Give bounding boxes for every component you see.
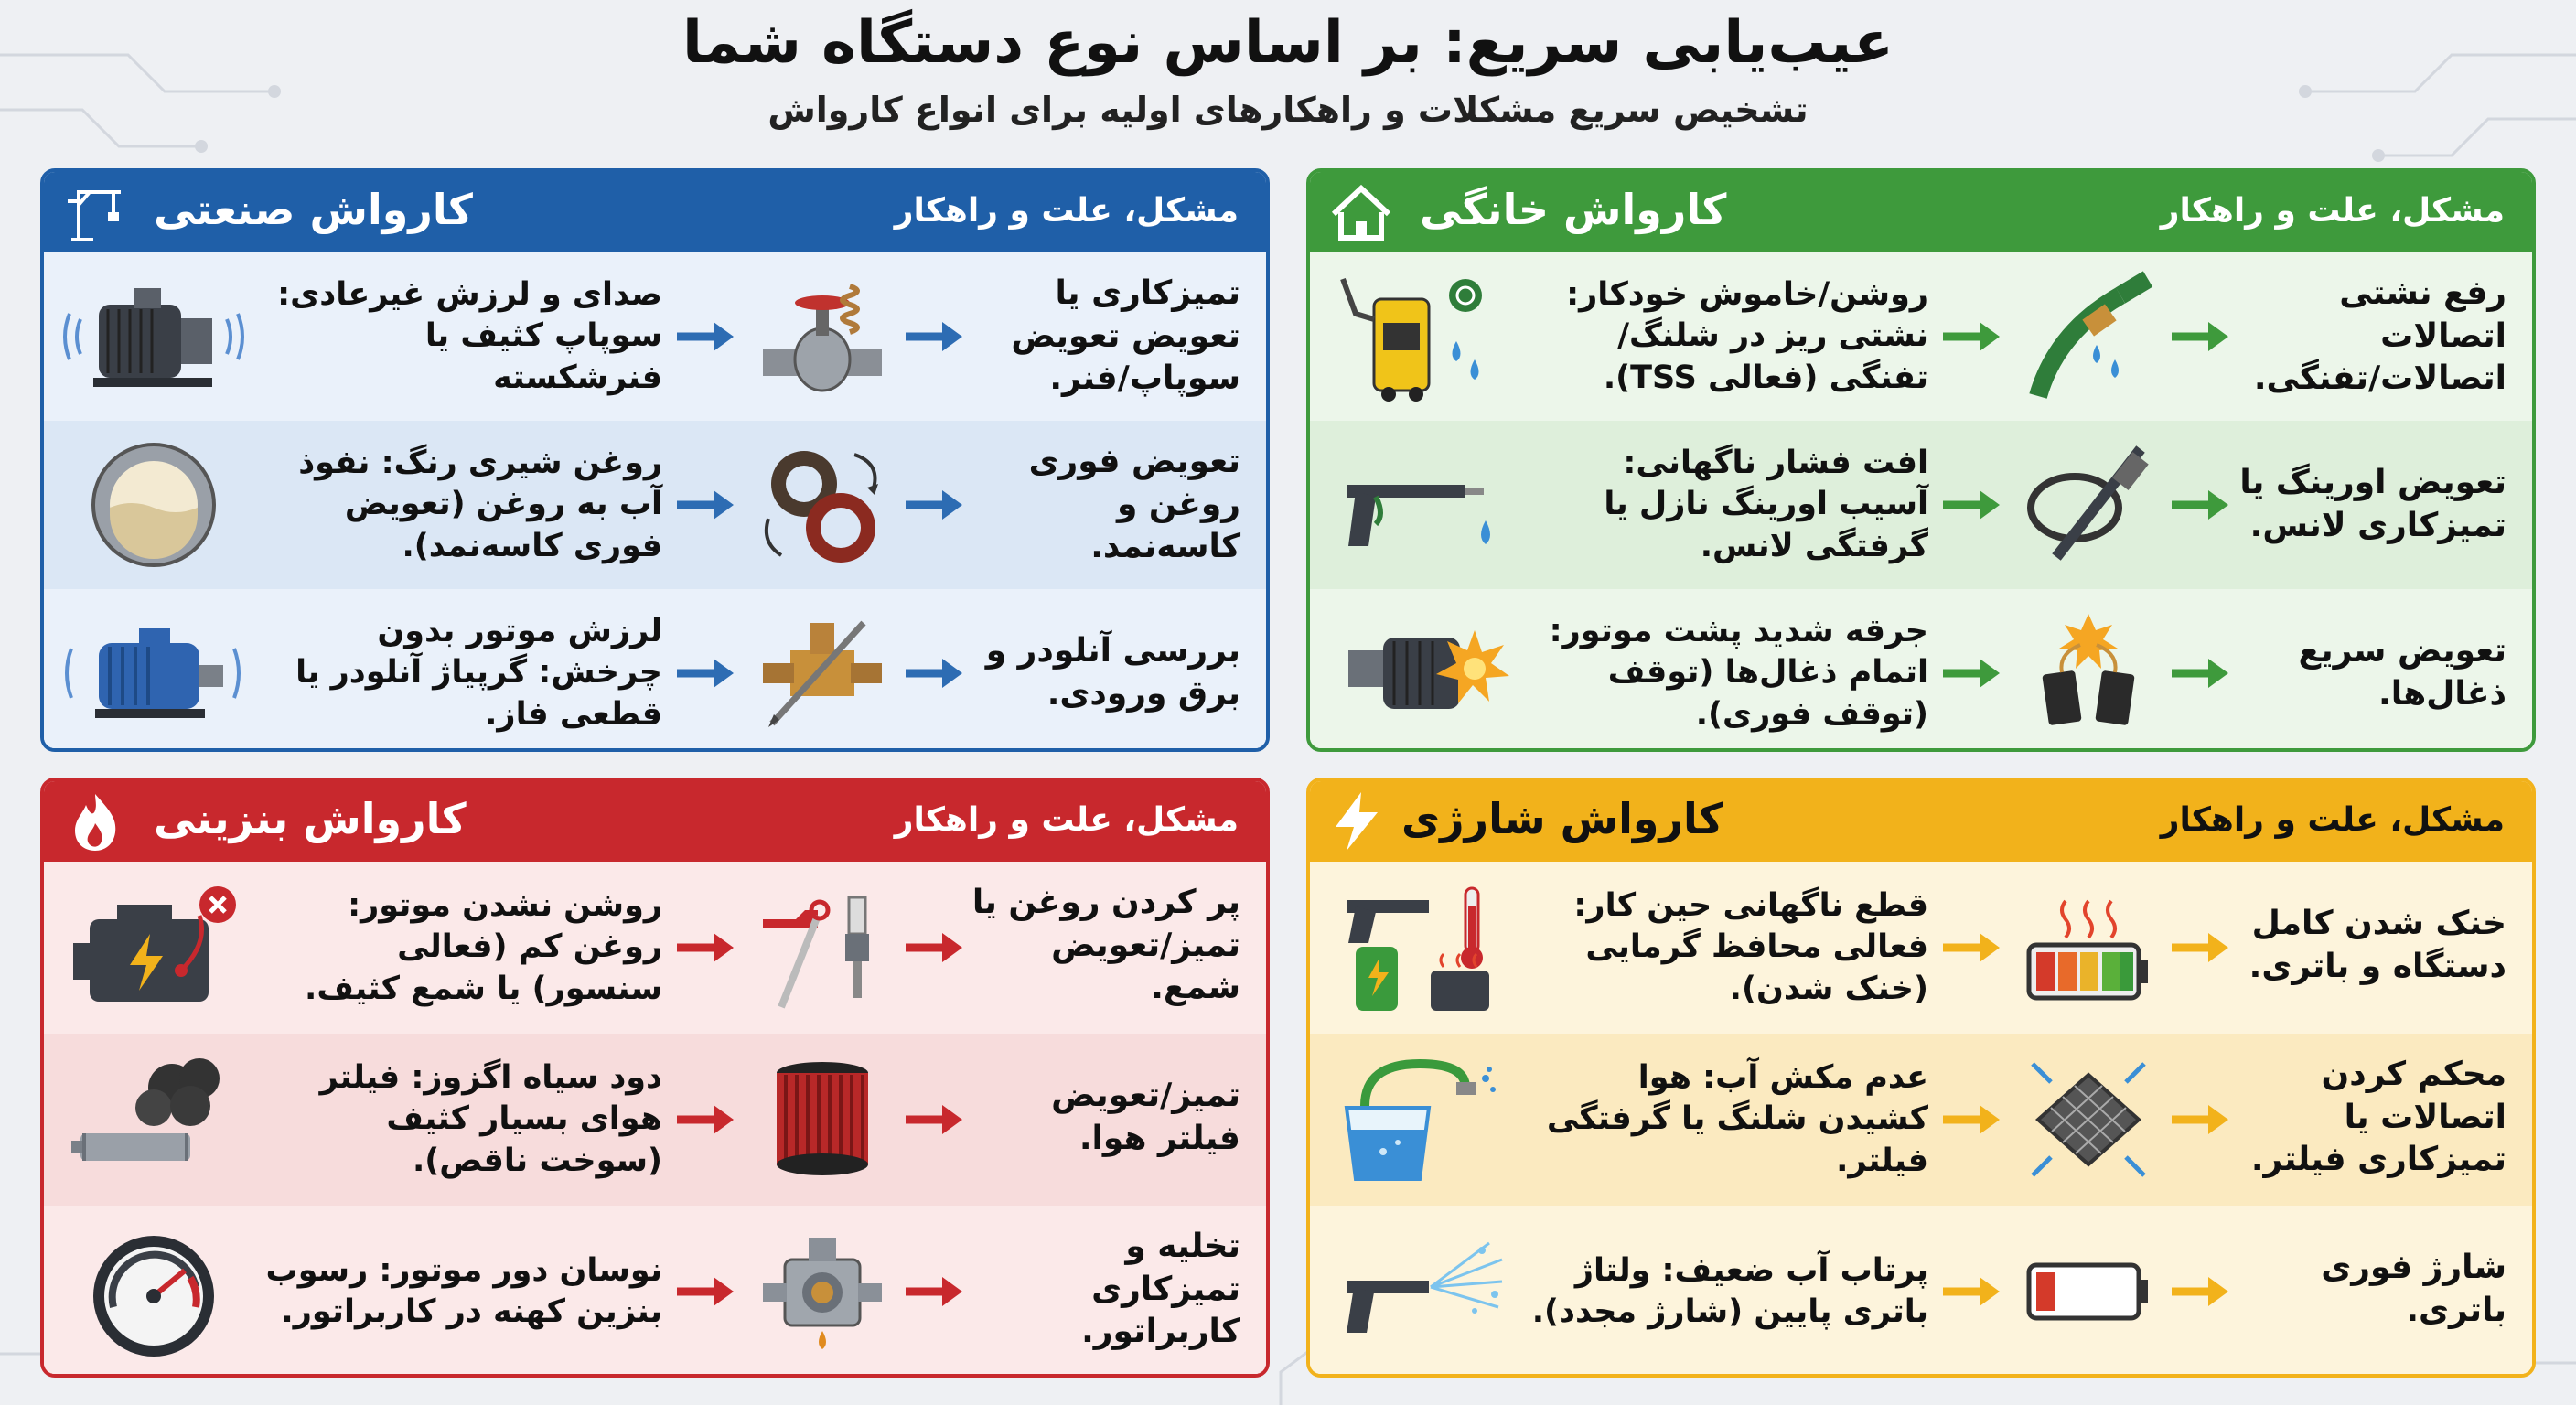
problem-text: عدم مکش آب: هوا کشیدن شلنگ یا گرفتگی فیلتر. [1546, 1058, 1928, 1179]
problem-text: روغن شیری رنگ: نفوذ آب به روغن (تعویض فوری کاسه‌نمد). [298, 444, 662, 564]
air-filter-icon [754, 1051, 891, 1188]
arrow-icon [902, 318, 966, 355]
arrow-icon [673, 487, 737, 523]
carbon-brushes-icon [2020, 605, 2157, 742]
arrow-icon [2168, 1101, 2232, 1138]
panel-petrol [40, 778, 1270, 1378]
arrow-icon [2168, 929, 2232, 966]
exhaust-smoke-icon [62, 1051, 245, 1188]
solution-text: تخلیه و تمیزکاری کاربراتور. [1081, 1227, 1240, 1351]
list-item [44, 589, 1266, 752]
arrow-icon [1939, 1101, 2003, 1138]
arrow-icon [1939, 487, 2003, 523]
list-item [1310, 862, 2532, 1034]
home-washer-icon [1328, 268, 1511, 405]
weak-spray-gun-icon [1328, 1223, 1511, 1360]
arrow-icon [1939, 1273, 2003, 1310]
electric-motor-icon [62, 605, 245, 742]
panel-petrol-title: کارواش بنزینی [154, 794, 467, 843]
low-battery-icon [2020, 1223, 2157, 1360]
mesh-filter-icon [2020, 1051, 2157, 1188]
arrow-icon [902, 655, 966, 692]
panel-petrol-header [44, 781, 1266, 862]
list-item [1310, 1034, 2532, 1206]
pump-motor-icon [62, 268, 245, 405]
problem-text: روشن/خاموش خودکار: نشتی ریز در شلنگ/تفنگی (فعالی TSS). [1566, 275, 1928, 396]
problem-text: جرقه شدید پشت موتور: اتمام ذغال‌ها (توقف (توقف فوری). [1549, 612, 1928, 733]
arrow-icon [673, 1273, 737, 1310]
arrow-icon [1939, 318, 2003, 355]
arrow-icon [902, 1101, 966, 1138]
sparking-motor-icon [1328, 605, 1511, 742]
page-title: عیب‌یابی سریع: بر اساس نوع دستگاه شما [682, 9, 1894, 77]
unloader-valve-icon [754, 605, 891, 742]
panel-industrial-title: کارواش صنعتی [154, 185, 473, 234]
problem-text: لرزش موتور بدون چرخش: گرپیاژ آنلودر یا قطعی فاز. [295, 612, 662, 733]
page-header [0, 0, 2576, 165]
engine-warning-icon [62, 879, 245, 1016]
crane-icon [62, 181, 128, 243]
water-bucket-hose-icon [1328, 1051, 1511, 1188]
panel-home-title: کارواش خانگی [1420, 185, 1727, 234]
arrow-icon [902, 487, 966, 523]
list-item [44, 1034, 1266, 1206]
solution-text: تعویض اورینگ یا تمیزکاری لانس. [2239, 464, 2506, 544]
arrow-icon [1939, 929, 2003, 966]
arrow-icon [673, 655, 737, 692]
arrow-icon [673, 318, 737, 355]
list-item [44, 252, 1266, 421]
house-icon [1328, 181, 1394, 243]
oil-sight-glass-icon [62, 436, 245, 574]
spray-gun-icon [1328, 436, 1511, 574]
arrow-icon [2168, 1273, 2232, 1310]
solution-text: پر کردن روغن یا تمیز/تعویض شمع. [971, 883, 1240, 1007]
list-item [44, 862, 1266, 1034]
rpm-gauge-icon [62, 1223, 245, 1360]
list-item [1310, 421, 2532, 589]
list-item [1310, 1206, 2532, 1378]
list-item [44, 1206, 1266, 1378]
list-item [1310, 252, 2532, 421]
oil-dipstick-icon [754, 879, 891, 1016]
problem-text: روشن نشدن موتور: روغن کم (فعالی سنسور) یا شمع کثیف. [305, 886, 662, 1007]
page-subtitle: تشخیص سریع مشکلات و راهکارهای اولیه برای انواع کارواش [767, 90, 1809, 130]
panel-battery-title: کارواش شارژی [1401, 794, 1723, 843]
problem-text: دود سیاه اگزوز: فیلتر هوای بسیار کثیف (سوخت ناقص). [319, 1058, 662, 1179]
problem-text: نوسان دور موتور: رسوب بنزین کهنه در کاربراتور. [265, 1251, 662, 1330]
valve-spring-icon [754, 268, 891, 405]
panel-battery-header [1310, 781, 2532, 862]
panel-home-header [1310, 172, 2532, 252]
leaking-hose-icon [2020, 268, 2157, 405]
flame-icon [62, 790, 128, 853]
panel-industrial-header [44, 172, 1266, 252]
solution-text: شارژ فوری باتری. [2321, 1249, 2506, 1329]
arrow-icon [902, 929, 966, 966]
solution-text: تعویض فوری روغن و کاسه‌نمد. [1028, 442, 1240, 566]
solution-text: تمیز/تعویض فیلتر هوا. [1051, 1077, 1240, 1157]
lightning-icon [1325, 790, 1390, 853]
problem-text: افت فشار ناگهانی: آسیب اورینگ نازل یا گرفتگی لانس. [1604, 444, 1928, 564]
arrow-icon [673, 929, 737, 966]
solution-text: خنک شدن کامل دستگاه و باتری. [2249, 905, 2506, 985]
arrow-icon [2168, 655, 2232, 692]
panel-home-column-header: مشکل، علت و راهکار [2160, 192, 2505, 230]
list-item [44, 421, 1266, 589]
arrow-icon [673, 1101, 737, 1138]
arrow-icon [902, 1273, 966, 1310]
carburetor-icon [754, 1223, 891, 1360]
solution-text: تعویض سریع ذغال‌ها. [2298, 632, 2506, 713]
panel-industrial-column-header: مشکل، علت و راهکار [894, 192, 1239, 230]
solution-text: بررسی آنلودر و برق ورودی. [985, 632, 1240, 713]
arrow-icon [2168, 318, 2232, 355]
problem-text: صدای و لرزش غیرعادی: سوپاپ کثیف یا فنرشکسته [277, 275, 662, 396]
solution-text: رفع نشتی اتصالات اتصالات/تفنگی. [2253, 273, 2506, 398]
oring-nozzle-icon [2020, 436, 2157, 574]
seal-rings-icon [754, 436, 891, 574]
cordless-washer-thermometer-icon [1328, 879, 1511, 1016]
arrow-icon [2168, 487, 2232, 523]
panel-battery-column-header: مشکل، علت و راهکار [2160, 801, 2505, 839]
solution-text: محکم کردن اتصالات یا تمیزکاری فیلتر. [2250, 1055, 2506, 1179]
list-item [1310, 589, 2532, 752]
panel-industrial [40, 168, 1270, 752]
panel-home [1306, 168, 2536, 752]
panel-battery [1306, 778, 2536, 1378]
solution-text: تمیزکاری یا تعویض تعویض سوپاپ/فنر. [1011, 273, 1240, 398]
panel-petrol-column-header: مشکل، علت و راهکار [894, 801, 1239, 839]
hot-battery-icon [2020, 879, 2157, 1016]
arrow-icon [1939, 655, 2003, 692]
problem-text: پرتاب آب ضعیف: ولتاژ باتری پایین (شارژ مجدد). [1531, 1251, 1928, 1330]
problem-text: قطع ناگهانی حین کار: فعالی محافظ گرمایی (خنک شدن). [1573, 886, 1928, 1007]
